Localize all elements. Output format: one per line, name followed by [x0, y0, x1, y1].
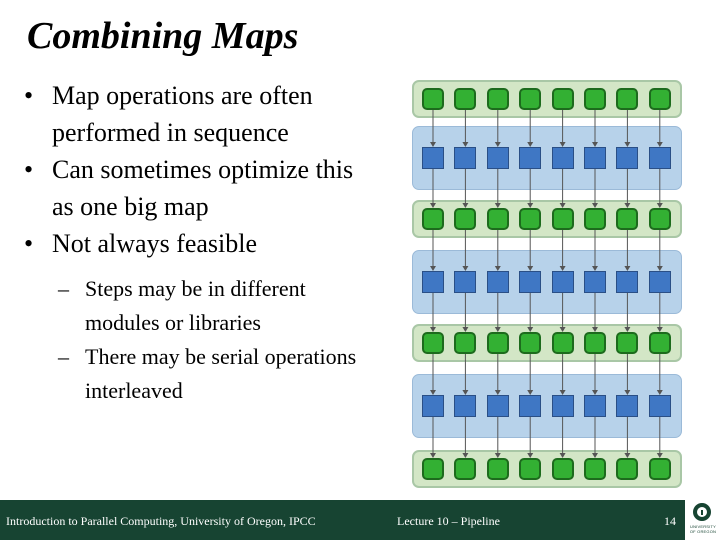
map-function-node [519, 271, 541, 293]
sub-bullet-list [24, 272, 374, 408]
bullet-item [24, 151, 374, 225]
bullet-text: Map operations are often performed in sequence [52, 81, 313, 147]
data-element-node [487, 458, 509, 480]
map-function-node [584, 395, 606, 417]
data-element-node [487, 208, 509, 230]
map-function-node [584, 271, 606, 293]
data-element-node [454, 332, 476, 354]
map-function-node [487, 147, 509, 169]
map-function-node [584, 147, 606, 169]
sub-bullet-text: Steps may be in different modules or libraries [85, 276, 306, 335]
bullet-marker: • [24, 229, 34, 258]
arrow-layer [412, 76, 682, 486]
data-element-node [454, 208, 476, 230]
logo-wordmark: UNIVERSITY OF OREGON [689, 524, 717, 534]
sub-bullet-marker: – [58, 344, 69, 369]
bullet-marker: • [24, 155, 34, 184]
map-function-node [616, 395, 638, 417]
data-element-node [552, 458, 574, 480]
map-function-node [487, 271, 509, 293]
map-function-node [649, 271, 671, 293]
bullet-text: Not always feasible [52, 229, 258, 258]
data-element-node [519, 208, 541, 230]
data-element-node [552, 208, 574, 230]
slide-title: Combining Maps [27, 15, 299, 57]
map-function-node [454, 147, 476, 169]
data-element-node [616, 88, 638, 110]
bullet-text: Can sometimes optimize this as one big map [52, 155, 354, 221]
data-element-node [616, 458, 638, 480]
data-element-node [519, 88, 541, 110]
data-element-node [649, 88, 671, 110]
data-element-node [422, 332, 444, 354]
map-function-node [649, 147, 671, 169]
sub-bullet-text: There may be serial operations interleaved [85, 344, 357, 403]
map-function-node [454, 271, 476, 293]
data-element-node [649, 458, 671, 480]
sub-bullet-item [24, 272, 374, 340]
data-element-node [584, 208, 606, 230]
data-element-node [616, 332, 638, 354]
map-function-node [616, 271, 638, 293]
data-element-node [552, 332, 574, 354]
data-element-node [454, 458, 476, 480]
data-element-node [584, 332, 606, 354]
data-element-node [487, 332, 509, 354]
map-function-node [552, 147, 574, 169]
data-element-node [649, 332, 671, 354]
data-element-node [584, 458, 606, 480]
map-function-node [487, 395, 509, 417]
university-logo [685, 500, 720, 540]
map-function-node [552, 395, 574, 417]
bullet-item [24, 225, 374, 262]
sub-bullet-marker: – [58, 276, 69, 301]
logo-o-mark [693, 503, 711, 521]
footer-lecture: Lecture 10 – Pipeline [397, 514, 500, 528]
data-element-node [584, 88, 606, 110]
bullet-list [24, 77, 374, 408]
map-function-node [519, 395, 541, 417]
data-element-node [519, 332, 541, 354]
slide-number: 14 [664, 514, 676, 528]
data-element-node [649, 208, 671, 230]
footer-bar [0, 500, 685, 540]
map-function-node [649, 395, 671, 417]
footer-course: Introduction to Parallel Computing, University of Oregon, IPCC [6, 514, 316, 528]
map-function-node [422, 271, 444, 293]
data-element-node [616, 208, 638, 230]
data-element-node [552, 88, 574, 110]
map-function-node [519, 147, 541, 169]
bullet-item [24, 77, 374, 151]
map-pipeline-diagram [412, 76, 682, 486]
bullet-marker: • [24, 81, 34, 110]
data-element-node [487, 88, 509, 110]
data-element-node [422, 458, 444, 480]
data-element-node [422, 208, 444, 230]
map-function-node [616, 147, 638, 169]
map-function-node [422, 147, 444, 169]
map-function-node [422, 395, 444, 417]
sub-bullet-item [24, 340, 374, 408]
data-element-node [519, 458, 541, 480]
map-function-node [552, 271, 574, 293]
data-element-node [422, 88, 444, 110]
map-function-node [454, 395, 476, 417]
data-element-node [454, 88, 476, 110]
